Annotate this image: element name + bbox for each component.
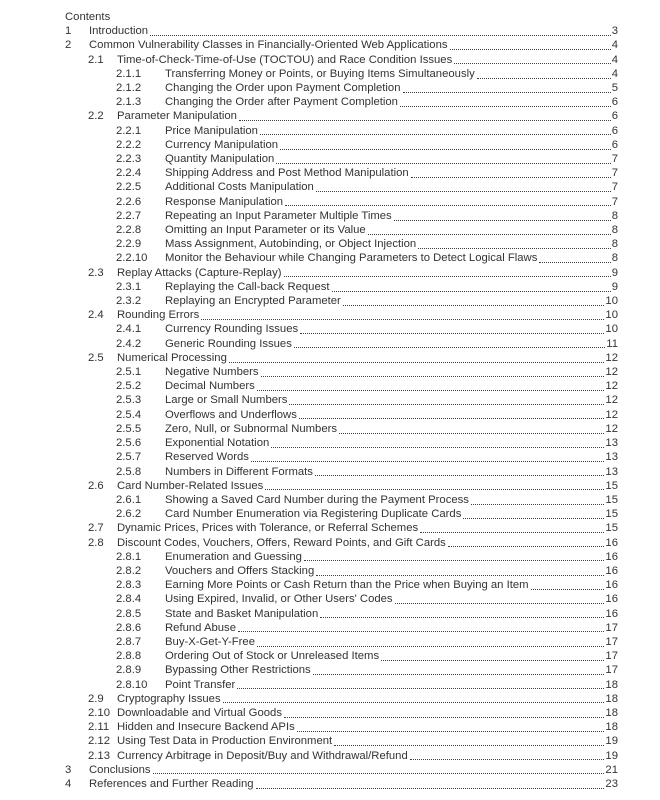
toc-leader-dots [257, 379, 605, 391]
toc-entry-number: 2 [65, 39, 72, 52]
toc-entry-page: 9 [611, 280, 618, 293]
toc-entry-number: 2.8.1 [116, 550, 142, 563]
toc-entry-title: Transferring Money or Points, or Buying Items Simultaneously [165, 67, 475, 80]
toc-leader-dots [261, 365, 605, 377]
toc-entry[interactable] [65, 465, 618, 479]
toc-leader-dots [276, 152, 610, 164]
toc-entry-page: 16 [605, 607, 618, 620]
toc-entry-title: Cryptography Issues [117, 692, 221, 705]
toc-entry[interactable] [65, 322, 618, 336]
toc-entry-number: 2.2.6 [116, 195, 142, 208]
toc-entry-page: 17 [605, 650, 618, 663]
toc-leader-dots [260, 124, 611, 136]
toc-entry-number: 2.2.7 [116, 209, 142, 222]
toc-entry-title: Discount Codes, Vouchers, Offers, Reward Points, and Gift Cards [117, 536, 446, 549]
toc-entry[interactable] [65, 706, 618, 720]
toc-entry[interactable] [65, 649, 618, 663]
toc-entry-number: 2.8.10 [116, 678, 148, 691]
toc-entry-number: 2.2.8 [116, 224, 142, 237]
toc-entry-page: 17 [605, 664, 618, 677]
toc-leader-dots [339, 422, 604, 434]
toc-entry-title: Zero, Null, or Subnormal Numbers [165, 422, 338, 435]
toc-entry-number: 2.5.3 [116, 394, 142, 407]
toc-entry-title: Currency Arbitrage in Deposit/Buy and Withdrawal/Refund [117, 749, 408, 762]
toc-entry-page: 3 [611, 25, 618, 38]
toc-entry-title: Replaying an Encrypted Parameter [165, 295, 341, 308]
toc-entry-page: 13 [605, 465, 618, 478]
toc-entry-title: Card Number Enumeration via Registering Duplicate Cards [165, 508, 462, 521]
toc-entry-title: Vouchers and Offers Stacking [165, 564, 315, 577]
toc-entry-page: 6 [611, 110, 618, 123]
toc-entry-page: 7 [611, 195, 618, 208]
toc-entry[interactable] [65, 692, 618, 706]
toc-entry[interactable] [65, 166, 618, 180]
toc-leader-dots [463, 507, 604, 519]
toc-entry-page: 10 [605, 323, 618, 336]
toc-entry-page: 4 [611, 39, 618, 52]
toc-entry-page: 7 [611, 153, 618, 166]
toc-entry-page: 8 [611, 209, 618, 222]
toc-entry-number: 2.10 [88, 706, 110, 719]
toc-leader-dots [201, 308, 604, 320]
toc-entry[interactable] [65, 53, 618, 67]
toc-leader-dots [477, 67, 611, 79]
toc-leader-dots [394, 209, 611, 221]
toc-entry-number: 4 [65, 777, 72, 790]
toc-leader-dots [284, 266, 611, 278]
toc-entry[interactable] [65, 607, 618, 621]
toc-entry-page: 18 [605, 706, 618, 719]
toc-entry[interactable] [65, 450, 618, 464]
toc-leader-dots [304, 550, 605, 562]
toc-entry-number: 2.5.7 [116, 451, 142, 464]
toc-entry-page: 9 [611, 266, 618, 279]
toc-leader-dots [297, 720, 605, 732]
toc-entry-page: 12 [605, 408, 618, 421]
toc-entry-number: 2.4.1 [116, 323, 142, 336]
toc-entry-number: 2.8.9 [116, 664, 142, 677]
toc-entry-title: Overflows and Underflows [165, 408, 297, 421]
toc-entry-page: 21 [605, 763, 618, 776]
toc-entry-title: Showing a Saved Card Number during the Payment Process [165, 493, 469, 506]
toc-entry-page: 15 [605, 508, 618, 521]
toc-entry-number: 2.5.6 [116, 437, 142, 450]
toc-entry-title: Exponential Notation [165, 437, 270, 450]
toc-entry-page: 16 [605, 593, 618, 606]
toc-entry-number: 2.3.2 [116, 295, 142, 308]
toc-entry-title: Introduction [89, 25, 149, 38]
toc-entry-page: 16 [605, 564, 618, 577]
toc-entry[interactable] [65, 251, 618, 265]
toc-entry-number: 2.8.5 [116, 607, 142, 620]
toc-entry-number: 2.5.2 [116, 380, 142, 393]
toc-entry-page: 19 [605, 749, 618, 762]
toc-entry-page: 17 [605, 621, 618, 634]
toc-leader-dots [237, 678, 604, 690]
toc-entry-page: 12 [605, 351, 618, 364]
toc-entry-number: 2.6.2 [116, 508, 142, 521]
toc-entry[interactable] [65, 479, 618, 493]
toc-entry-title: Earning More Points or Cash Return than the Price when Buying an Item [165, 579, 529, 592]
toc-entry[interactable] [65, 749, 618, 763]
toc-entry-number: 2.8 [88, 536, 104, 549]
toc-leader-dots [316, 180, 611, 192]
toc-entry-title: Refund Abuse [165, 621, 236, 634]
toc-entry-page: 8 [611, 252, 618, 265]
toc-entry-page: 15 [605, 493, 618, 506]
toc-entry-number: 2.12 [88, 735, 110, 748]
toc-leader-dots [411, 166, 611, 178]
contents-heading: Contents [65, 11, 111, 23]
toc-entry-page: 17 [605, 635, 618, 648]
toc-leader-dots [316, 564, 604, 576]
toc-entry-title: Omitting an Input Parameter or its Value [165, 224, 366, 237]
toc-entry[interactable] [65, 564, 618, 578]
toc-entry-title: Shipping Address and Post Method Manipulation [165, 167, 409, 180]
toc-entry[interactable] [65, 663, 618, 677]
toc-entry-page: 10 [605, 295, 618, 308]
toc-entry-page: 12 [605, 380, 618, 393]
toc-leader-dots [271, 436, 604, 448]
toc-entry-page: 12 [605, 422, 618, 435]
toc-entry-title: Buy-X-Get-Y-Free [165, 635, 255, 648]
toc-entry-number: 2.4.2 [116, 337, 142, 350]
toc-entry-number: 2.8.8 [116, 650, 142, 663]
toc-entry[interactable] [65, 763, 618, 777]
toc-entry-title: Monitor the Behaviour while Changing Parameters to Detect Logical Flaws [165, 252, 538, 265]
toc-leader-dots [332, 280, 611, 292]
toc-entry-title: Mass Assignment, Autobinding, or Object Injection [165, 238, 417, 251]
toc-leader-dots [454, 53, 610, 65]
toc-entry-page: 15 [605, 479, 618, 492]
toc-leader-dots [150, 24, 611, 36]
toc-entry-page: 16 [605, 550, 618, 563]
toc-entry-number: 2.2.3 [116, 153, 142, 166]
toc-leader-dots [239, 109, 611, 121]
toc-entry-number: 2.5.4 [116, 408, 142, 421]
toc-entry-page: 7 [611, 181, 618, 194]
toc-entry-title: Rounding Errors [117, 309, 200, 322]
toc-leader-dots [289, 393, 604, 405]
toc-leader-dots [334, 734, 604, 746]
toc-list [65, 24, 618, 791]
toc-entry-title: Numbers in Different Formats [165, 465, 313, 478]
toc-entry-number: 2.1.1 [116, 67, 142, 80]
toc-entry[interactable] [65, 408, 618, 422]
toc-leader-dots [153, 763, 605, 775]
toc-entry-number: 2.13 [88, 749, 110, 762]
toc-entry-number: 2.5.1 [116, 366, 142, 379]
toc-leader-dots [257, 635, 604, 647]
toc-entry-title: Reserved Words [165, 451, 249, 464]
toc-entry-title: Using Expired, Invalid, or Other Users' Codes [165, 593, 393, 606]
toc-leader-dots [313, 663, 605, 675]
toc-entry[interactable] [65, 351, 618, 365]
toc-entry[interactable] [65, 734, 618, 748]
toc-entry-title: Numerical Processing [117, 351, 227, 364]
toc-entry-title: Currency Manipulation [165, 138, 279, 151]
toc-entry-title: Replaying the Call-back Request [165, 280, 330, 293]
toc-entry-title: Card Number-Related Issues [117, 479, 264, 492]
toc-entry-page: 8 [611, 224, 618, 237]
toc-entry-number: 2.6.1 [116, 493, 142, 506]
toc-entry-number: 2.2.1 [116, 124, 142, 137]
toc-leader-dots [531, 578, 605, 590]
toc-entry[interactable] [65, 209, 618, 223]
toc-leader-dots [420, 521, 604, 533]
toc-entry[interactable] [65, 124, 618, 138]
toc-entry-title: Using Test Data in Production Environment [117, 735, 333, 748]
toc-leader-dots [448, 536, 605, 548]
toc-leader-dots [343, 294, 605, 306]
toc-entry[interactable] [65, 195, 618, 209]
toc-entry-page: 6 [611, 96, 618, 109]
toc-entry[interactable] [65, 536, 618, 550]
toc-entry[interactable] [65, 109, 618, 123]
toc-leader-dots [418, 237, 611, 249]
toc-entry[interactable] [65, 678, 618, 692]
toc-entry[interactable] [65, 337, 618, 351]
toc-entry-page: 12 [605, 366, 618, 379]
toc-entry-title: Bypassing Other Restrictions [165, 664, 311, 677]
toc-entry[interactable] [65, 635, 618, 649]
toc-entry-title: Currency Rounding Issues [165, 323, 299, 336]
toc-entry[interactable] [65, 379, 618, 393]
toc-entry-title: Common Vulnerability Classes in Financially-Oriented Web Applications [89, 39, 448, 52]
toc-entry-page: 8 [611, 238, 618, 251]
toc-entry-page: 7 [611, 167, 618, 180]
toc-entry[interactable] [65, 223, 618, 237]
toc-entry-number: 2.8.3 [116, 579, 142, 592]
toc-entry-number: 2.2.10 [116, 252, 148, 265]
toc-entry-title: References and Further Reading [89, 777, 254, 790]
toc-leader-dots [265, 479, 604, 491]
toc-entry-title: Large or Small Numbers [165, 394, 288, 407]
toc-leader-dots [315, 465, 604, 477]
toc-entry-number: 2.9 [88, 692, 104, 705]
toc-entry[interactable] [65, 436, 618, 450]
toc-entry-title: Downloadable and Virtual Goods [117, 706, 282, 719]
toc-entry-title: Enumeration and Guessing [165, 550, 302, 563]
toc-entry-number: 2.5.8 [116, 465, 142, 478]
toc-entry-page: 19 [605, 735, 618, 748]
toc-leader-dots [299, 408, 605, 420]
toc-entry-page: 18 [605, 678, 618, 691]
toc-entry-title: Quantity Manipulation [165, 153, 275, 166]
toc-entry-title: Conclusions [89, 763, 151, 776]
toc-entry-title: Hidden and Insecure Backend APIs [117, 721, 295, 734]
toc-leader-dots [251, 450, 605, 462]
toc-entry[interactable] [65, 266, 618, 280]
toc-entry-title: Changing the Order after Payment Completion [165, 96, 398, 109]
toc-entry-page: 11 [606, 337, 618, 350]
toc-leader-dots [300, 322, 604, 334]
toc-entry-title: Ordering Out of Stock or Unreleased Items [165, 650, 380, 663]
toc-entry-page: 18 [605, 692, 618, 705]
toc-entry-page: 4 [611, 53, 618, 66]
toc-entry[interactable] [65, 24, 618, 38]
toc-entry[interactable] [65, 578, 618, 592]
toc-leader-dots [403, 81, 611, 93]
toc-entry[interactable] [65, 81, 618, 95]
toc-entry[interactable] [65, 280, 618, 294]
toc-entry-title: Decimal Numbers [165, 380, 255, 393]
toc-entry[interactable] [65, 507, 618, 521]
toc-entry[interactable] [65, 138, 618, 152]
toc-entry-title: Repeating an Input Parameter Multiple Times [165, 209, 392, 222]
toc-entry[interactable] [65, 180, 618, 194]
toc-leader-dots [381, 649, 604, 661]
toc-leader-dots [368, 223, 611, 235]
toc-entry-page: 5 [611, 82, 618, 95]
toc-entry-number: 2.4 [88, 309, 104, 322]
toc-entry[interactable] [65, 777, 618, 791]
toc-entry-number: 2.2.2 [116, 138, 142, 151]
toc-entry-number: 2.2.9 [116, 238, 142, 251]
toc-entry-page: 6 [611, 124, 618, 137]
toc-entry-title: Price Manipulation [165, 124, 258, 137]
toc-entry[interactable] [65, 493, 618, 507]
toc-entry-number: 2.8.7 [116, 635, 142, 648]
toc-entry-number: 2.5 [88, 351, 104, 364]
toc-leader-dots [285, 195, 611, 207]
toc-leader-dots [410, 749, 605, 761]
toc-entry[interactable] [65, 308, 618, 322]
toc-entry-number: 3 [65, 763, 72, 776]
toc-entry-number: 2.2 [88, 110, 104, 123]
toc-entry-title: Additional Costs Manipulation [165, 181, 314, 194]
toc-leader-dots [284, 706, 604, 718]
toc-leader-dots [238, 621, 604, 633]
toc-entry-number: 2.8.4 [116, 593, 142, 606]
toc-entry[interactable] [65, 365, 618, 379]
toc-entry[interactable] [65, 592, 618, 606]
toc-entry-page: 4 [611, 67, 618, 80]
toc-entry-title: Negative Numbers [165, 366, 259, 379]
toc-entry[interactable] [65, 422, 618, 436]
toc-entry-page: 6 [611, 138, 618, 151]
toc-entry-title: Response Manipulation [165, 195, 284, 208]
toc-entry-number: 2.1.2 [116, 82, 142, 95]
toc-entry-title: Replay Attacks (Capture-Replay) [117, 266, 282, 279]
toc-leader-dots [280, 138, 611, 150]
toc-entry[interactable] [65, 237, 618, 251]
toc-leader-dots [320, 607, 604, 619]
toc-leader-dots [294, 337, 605, 349]
toc-entry-number: 2.3 [88, 266, 104, 279]
toc-entry-title: Point Transfer [165, 678, 236, 691]
toc-entry-number: 2.1 [88, 53, 104, 66]
toc-entry-title: Dynamic Prices, Prices with Tolerance, or Referral Schemes [117, 522, 419, 535]
toc-entry[interactable] [65, 720, 618, 734]
toc-entry[interactable] [65, 152, 618, 166]
toc-entry-number: 2.8.2 [116, 564, 142, 577]
toc-entry-page: 13 [605, 437, 618, 450]
toc-entry[interactable] [65, 67, 618, 81]
toc-entry-page: 16 [605, 579, 618, 592]
toc-entry[interactable] [65, 294, 618, 308]
toc-leader-dots [223, 692, 605, 704]
toc-entry[interactable] [65, 95, 618, 109]
toc-entry-page: 23 [605, 777, 618, 790]
toc-entry[interactable] [65, 393, 618, 407]
toc-entry-page: 13 [605, 451, 618, 464]
toc-entry-page: 12 [605, 394, 618, 407]
toc-entry-number: 2.11 [88, 721, 110, 734]
toc-leader-dots [229, 351, 605, 363]
toc-leader-dots [400, 95, 611, 107]
toc-entry-title: State and Basket Manipulation [165, 607, 319, 620]
toc-leader-dots [450, 38, 611, 50]
toc-entry-title: Changing the Order upon Payment Completion [165, 82, 401, 95]
toc-leader-dots [256, 777, 605, 789]
toc-leader-dots [395, 592, 605, 604]
toc-entry[interactable] [65, 621, 618, 635]
toc-entry-page: 15 [605, 522, 618, 535]
toc-entry-title: Parameter Manipulation [117, 110, 237, 123]
toc-entry[interactable] [65, 550, 618, 564]
toc-entry-title: Time-of-Check-Time-of-Use (TOCTOU) and Race Condition Issues [117, 53, 453, 66]
toc-entry-page: 10 [605, 309, 618, 322]
toc-entry[interactable] [65, 38, 618, 52]
toc-entry-page: 18 [605, 721, 618, 734]
toc-entry[interactable] [65, 521, 618, 535]
toc-entry-number: 2.3.1 [116, 280, 142, 293]
toc-entry-number: 2.7 [88, 522, 104, 535]
toc-entry-number: 2.1.3 [116, 96, 142, 109]
toc-entry-page: 16 [605, 536, 618, 549]
toc-entry-number: 1 [65, 25, 72, 38]
toc-entry-title: Generic Rounding Issues [165, 337, 292, 350]
toc-entry-number: 2.8.6 [116, 621, 142, 634]
toc-entry-number: 2.2.5 [116, 181, 142, 194]
toc-leader-dots [539, 251, 610, 263]
toc-entry-number: 2.2.4 [116, 167, 142, 180]
toc-leader-dots [471, 493, 605, 505]
toc-entry-number: 2.5.5 [116, 422, 142, 435]
toc-entry-number: 2.6 [88, 479, 104, 492]
